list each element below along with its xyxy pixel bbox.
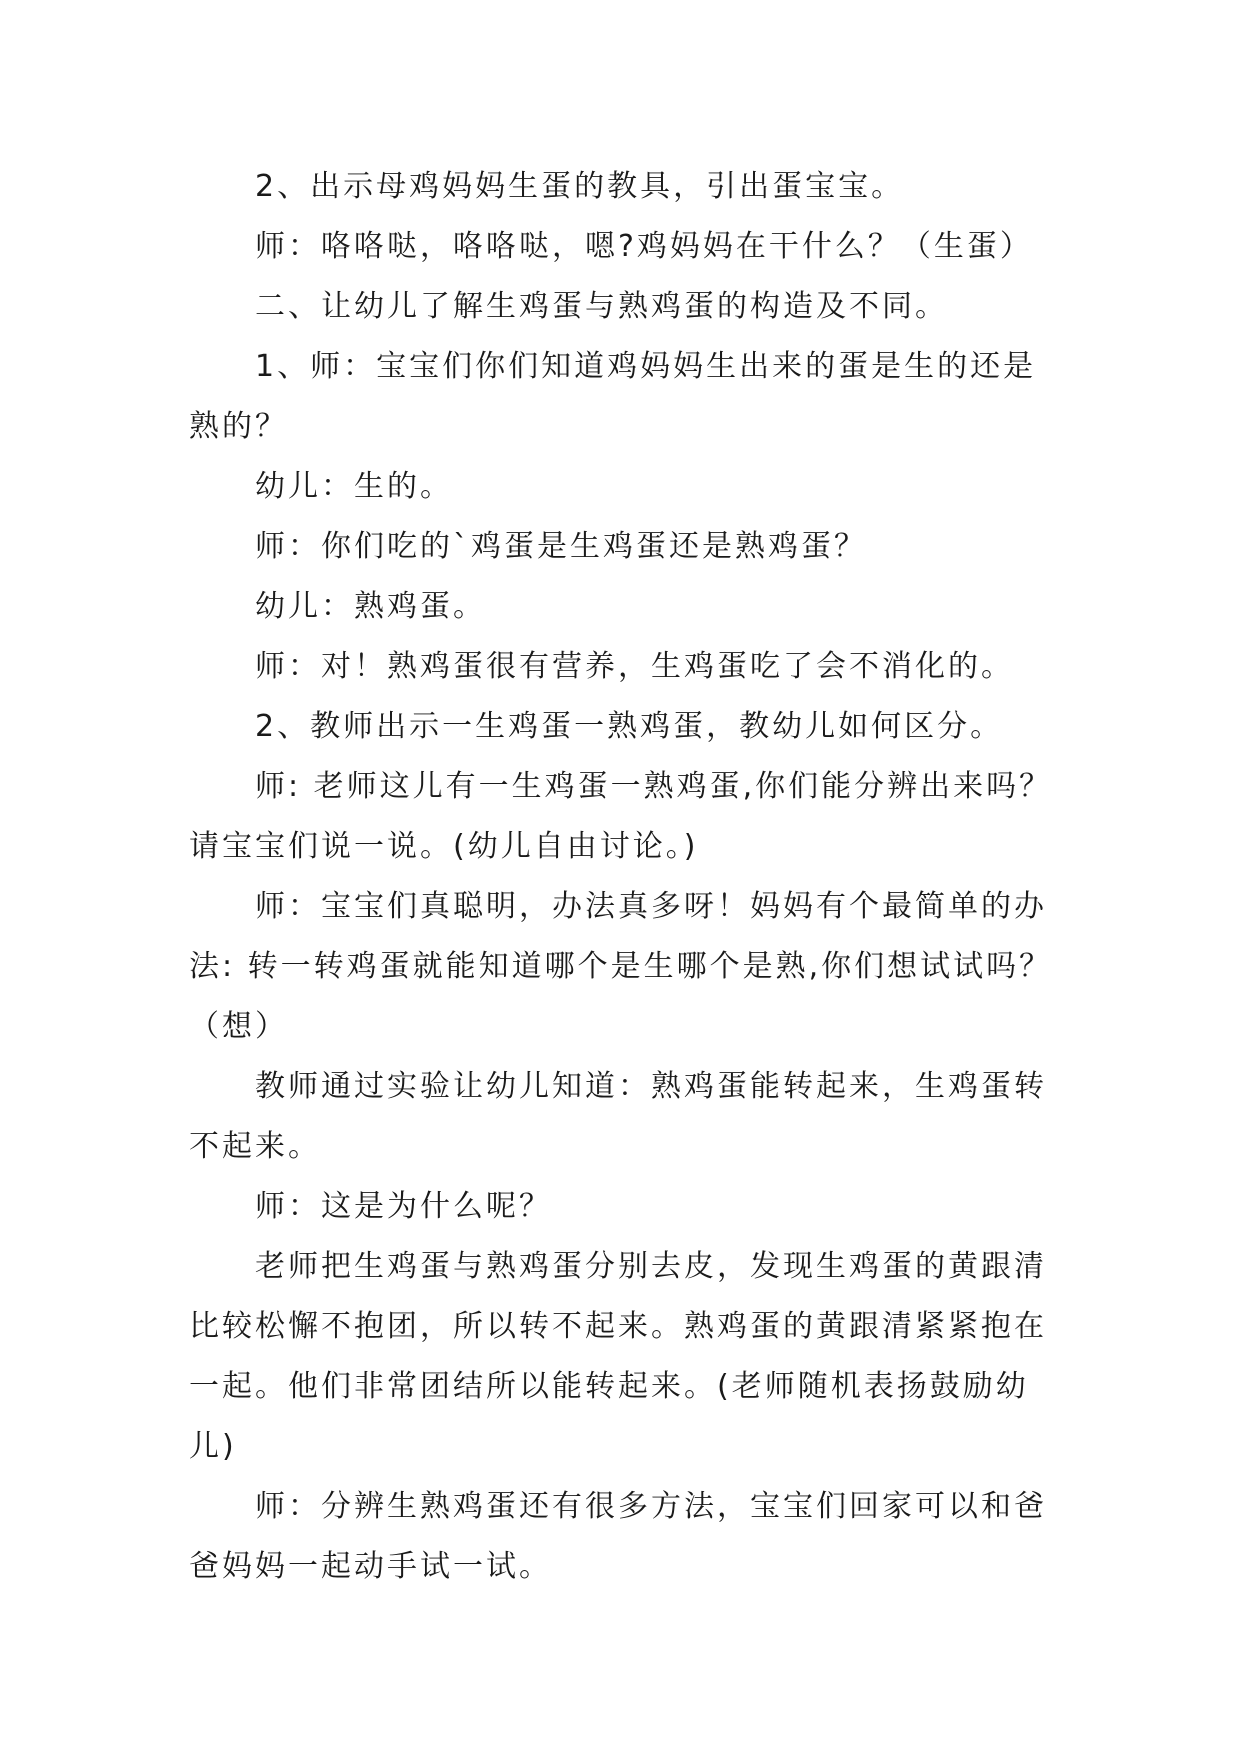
text-line: 二、让幼儿了解生鸡蛋与熟鸡蛋的构造及不同。 (255, 289, 948, 324)
paragraph (189, 637, 1053, 697)
paragraph (189, 757, 1053, 877)
text-line: 2、出示母鸡妈妈生蛋的教具，引出蛋宝宝。 (255, 169, 905, 204)
paragraph (189, 517, 1053, 577)
paragraph (189, 877, 1053, 1057)
text-line: 老师把生鸡蛋与熟鸡蛋分别去皮，发现生鸡蛋的黄跟清 (255, 1249, 1047, 1284)
paragraph (189, 697, 1053, 757)
text-line: 幼儿：熟鸡蛋。 (255, 589, 486, 624)
text-line: 请宝宝们说一说。(幼儿自由讨论。) (189, 829, 699, 864)
paragraph (189, 217, 1053, 277)
section-heading (189, 277, 1053, 337)
text-line: 不起来。 (189, 1129, 321, 1164)
text-line: 儿) (189, 1429, 237, 1464)
text-line: 2、教师出示一生鸡蛋一熟鸡蛋，教幼儿如何区分。 (255, 709, 1004, 744)
paragraph (189, 157, 1053, 217)
text-line: 师：咯咯哒，咯咯哒，嗯?鸡妈妈在干什么？（生蛋） (255, 229, 1033, 264)
paragraph (189, 1477, 1053, 1597)
text-line: 幼儿：生的。 (255, 469, 453, 504)
document-body (189, 157, 1053, 1597)
text-line: 比较松懈不抱团，所以转不起来。熟鸡蛋的黄跟清紧紧抱在 (189, 1309, 1047, 1344)
text-line: 一起。他们非常团结所以能转起来。(老师随机表扬鼓励幼 (189, 1369, 1029, 1404)
text-line: 师：你们吃的`鸡蛋是生鸡蛋还是熟鸡蛋？ (255, 529, 867, 564)
text-line: 师：对！熟鸡蛋很有营养，生鸡蛋吃了会不消化的。 (255, 649, 1014, 684)
paragraph (189, 337, 1053, 457)
text-line: 教师通过实验让幼儿知道：熟鸡蛋能转起来，生鸡蛋转 (255, 1069, 1047, 1104)
text-line: 师：分辨生熟鸡蛋还有很多方法，宝宝们回家可以和爸 (255, 1489, 1047, 1524)
text-line: 熟的？ (189, 409, 288, 444)
paragraph (189, 1237, 1053, 1477)
text-line: 法: 转一转鸡蛋就能知道哪个是生哪个是熟,你们想试试吗？ (189, 949, 1053, 984)
text-line: 爸妈妈一起动手试一试。 (189, 1549, 552, 1584)
text-line: 师：这是为什么呢？ (255, 1189, 552, 1224)
text-line: 师：宝宝们真聪明，办法真多呀！妈妈有个最简单的办 (255, 889, 1047, 924)
text-line: （想） (189, 1009, 288, 1044)
text-line: 1、师：宝宝们你们知道鸡妈妈生出来的蛋是生的还是 (255, 349, 1037, 384)
text-line: 师: 老师这儿有一生鸡蛋一熟鸡蛋,你们能分辨出来吗？ (255, 769, 1053, 804)
paragraph (189, 1177, 1053, 1237)
paragraph (189, 1057, 1053, 1177)
paragraph (189, 577, 1053, 637)
paragraph (189, 457, 1053, 517)
